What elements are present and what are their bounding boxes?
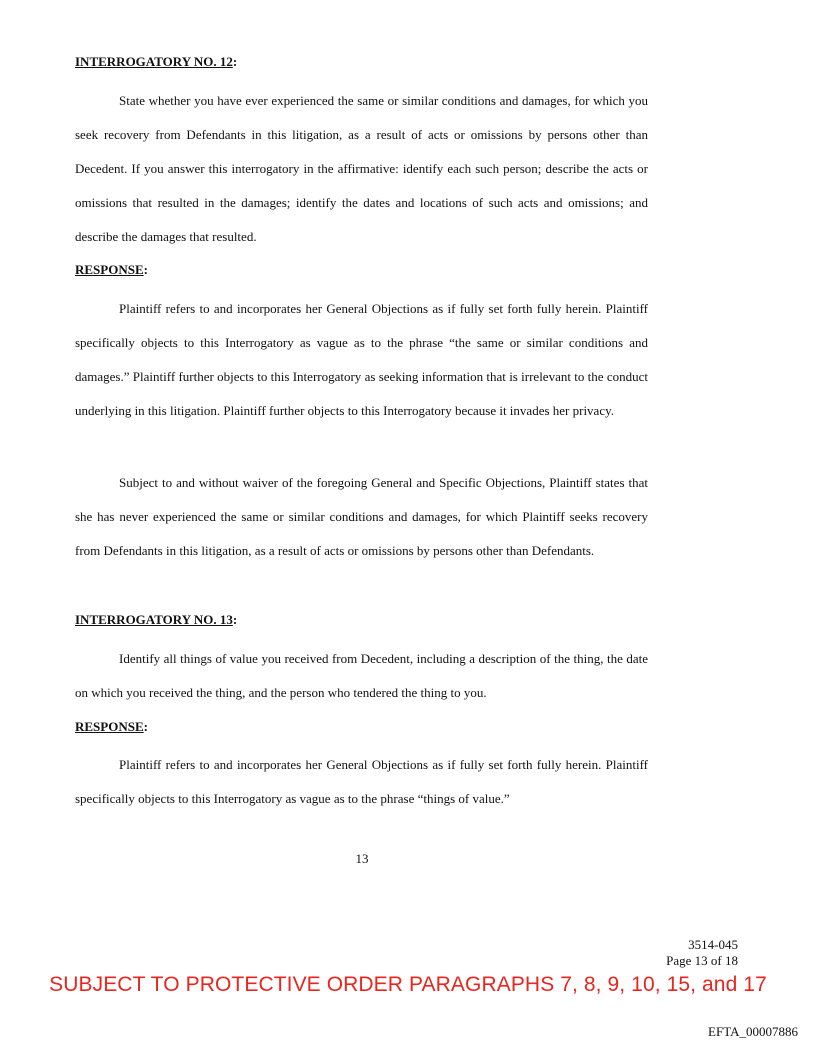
response-12-paragraph-2: Subject to and without waiver of the foregoing General and Specific Objections, Plaintiff states that she has never experienced the same or similar conditions and damages, for which Plaintiff seeks recovery from Defendants in this litigation, as a result of acts or omissions by persons other than Defendants. [75,475,648,558]
response-13-paragraph-1: Plaintiff refers to and incorporates her General Objections as if fully set forth fully herein. Plaintiff specifically objects to this Interrogatory as vague as to the phrase “things of value.” [75,757,648,806]
response-12-paragraph-1: Plaintiff refers to and incorporates her General Objections as if fully set forth fully herein. Plaintiff specifically objects to this Interrogatory as vague as to the phrase “the same or similar conditions and damages.” Plaintiff further objects to this Interrogatory as seeking information that is irrelevant to the conduct underlying in this litigation. Plaintiff further objects to this Interrogatory because it invades her privacy. [75,301,648,418]
document-code: 3514-045 [688,937,738,952]
interrogatory-13-text: Identify all things of value you received from Decedent, including a description of the thing, the date on which you received the thing, and the person who tendered the thing to you. [75,651,648,700]
response-12-heading: RESPONSE: [75,262,148,277]
protective-order-banner: SUBJECT TO PROTECTIVE ORDER PARAGRAPHS 7, 8, 9, 10, 15, and 17 [49,973,767,996]
interrogatory-12-heading: INTERROGATORY NO. 12: [75,54,238,69]
interrogatory-12-text: State whether you have ever experienced the same or similar conditions and damages, for which you seek recovery from Defendants in this litigation, as a result of acts or omissions by persons other than Decedent. If you answer this interrogatory in the affirmative: identify each such person; describe the acts or omissions that resulted in the damages; identify the dates and locations of such acts and omissions; and describe the damages that resulted. [75,93,648,244]
interrogatory-13-heading: INTERROGATORY NO. 13: [75,612,238,627]
page-number: 13 [355,851,369,866]
page-of-total: Page 13 of 18 [666,953,738,968]
response-13-heading: RESPONSE: [75,719,148,734]
bates-number: EFTA_00007886 [708,1024,798,1039]
